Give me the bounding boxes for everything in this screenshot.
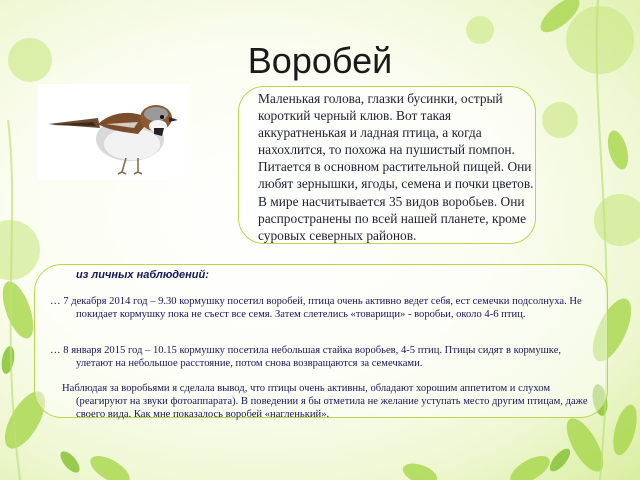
observation-entry-2: … 8 января 2015 год – 10.15 кормушку посетила небольшая стайка воробьев, 4-5 птиц. Птицы сидят в кормушке, улетают на небольшое расстояние, потом снова возвращаются за семечками. [50,345,562,369]
sparrow-description: Маленькая голова, глазки бусинки, острый короткий черный клюв. Вот такая аккуратненькая и ладная птица, а когда нахохлится, то похожа на пушистый помпон. Питается в основном растительной пищей. Они любят зернышки, ягоды, семена и почки цветов. В мире насчитывается 35 видов воробьев. Они распространены по всей нашей планете, кроме суровых северных районов. [258,91,534,243]
observation-entry-1: … 7 декабря 2014 год – 9.30 кормушку посетил воробей, птица очень активно ведет себя, ест семечки подсолнуха. Не покидает кормушку пока не съест все семя. Затем слетелись «товарищи» - воробьи, около 4-6 птиц. [50,296,582,320]
observations-heading: из личных наблюдений: [76,269,209,281]
sparrow-photo [38,84,190,180]
slide-title: Воробей [247,40,393,81]
observation-conclusion: Наблюдая за воробьями я сделала вывод, что птицы очень активны, обладают хорошим аппетитом и слухом (реагируют на звуки фотоаппарата). В поведении я бы отметила не желание уступать место другим птицам, даже своего вида. Как мне показалось воробей «нагленький». [62,383,588,420]
